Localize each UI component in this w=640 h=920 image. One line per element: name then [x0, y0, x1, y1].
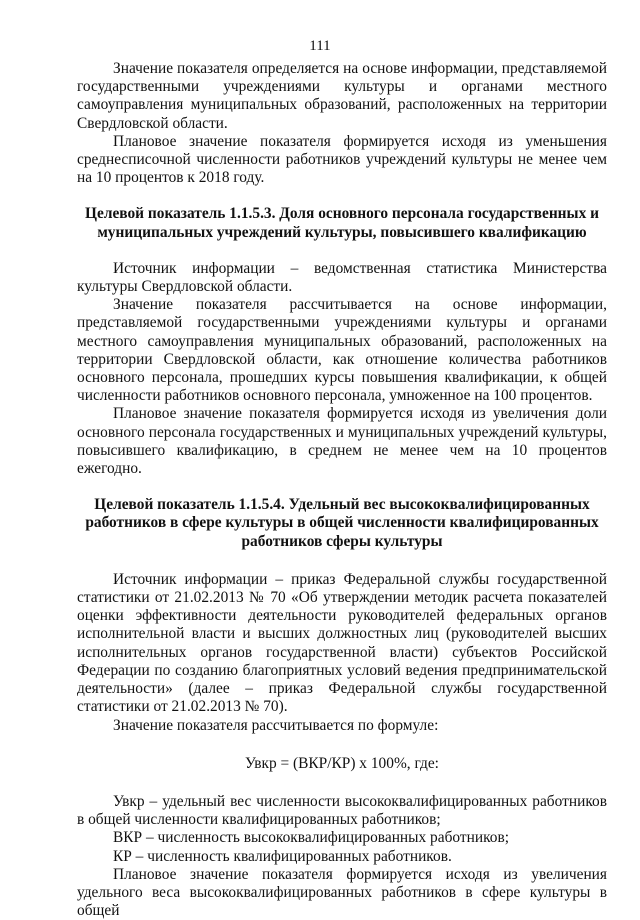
paragraph: ВКР – численность высококвалифицированных работников;	[113, 829, 510, 847]
paragraph: Плановое значение показателя формируется исходя из уменьшения среднесписочной численности работников учреждений культуры не менее чем на 10 процентов к 2018 году.	[77, 132, 607, 187]
section-heading: Целевой показатель 1.1.5.3. Доля основного персонала государственных и муниципальных учреждений культуры, повысившего квалификацию	[85, 205, 599, 241]
paragraph: Источник информации – приказ Федеральной службы государственной статистики от 21.02.2013 № 70 «Об утверждении методик расчета показателей оценки эффективности деятельности руководителей федеральных органов исполнительной власти и высших должностных лиц (руководителей высших исполнительных органов государственной власти) субъектов Российской Федерации по созданию благоприятных условий ведения предпринимательской деятельности» (далее – приказ Федеральной службы государственной статистики от 21.02.2013 № 70).	[77, 570, 607, 716]
paragraph: Плановое значение показателя формируется исходя из увеличения удельного веса высококвалифицированных работников в сфере культуры в общей	[77, 865, 607, 920]
paragraph: Источник информации – ведомственная статистика Министерства культуры Свердловской области.	[77, 259, 607, 296]
paragraph: Значение показателя определяется на основе информации, представляемой государственными учреждениями культуры и органами местного самоуправления муниципальных образований, расположенных на территории Свердловской области.	[77, 60, 607, 132]
paragraph: Плановое значение показателя формируется исходя из увеличения доли основного персонала государственных и муниципальных учреждений культуры, повысившего квалификацию, в среднем не менее чем на 10 процентов ежегодно.	[77, 405, 607, 478]
document-body	[77, 60, 607, 920]
paragraph: Значение показателя рассчитывается на основе информации, представляемой государственными учреждениями культуры и органами местного самоуправления муниципальных образований, расположенных на территории Свердловской области, как отношение количества работников основного персонала, прошедших курсы повышения квалификации, к общей численности работников основного персонала, умноженное на 100 процентов.	[77, 296, 607, 405]
paragraph: КР – численность квалифицированных работников.	[113, 847, 452, 865]
section-heading: Целевой показатель 1.1.5.4. Удельный вес высококвалифицированных работников в сфере культуры в общей численности квалифицированных работников сферы культуры	[85, 496, 599, 550]
page-number: 111	[309, 38, 331, 54]
paragraph: Значение показателя рассчитывается по формуле:	[113, 716, 439, 734]
paragraph: Увкр – удельный вес численности высококвалифицированных работников в общей численности квалифицированных работников;	[77, 792, 607, 829]
formula: Увкр = (ВКР/КР) х 100%, где:	[245, 754, 439, 772]
